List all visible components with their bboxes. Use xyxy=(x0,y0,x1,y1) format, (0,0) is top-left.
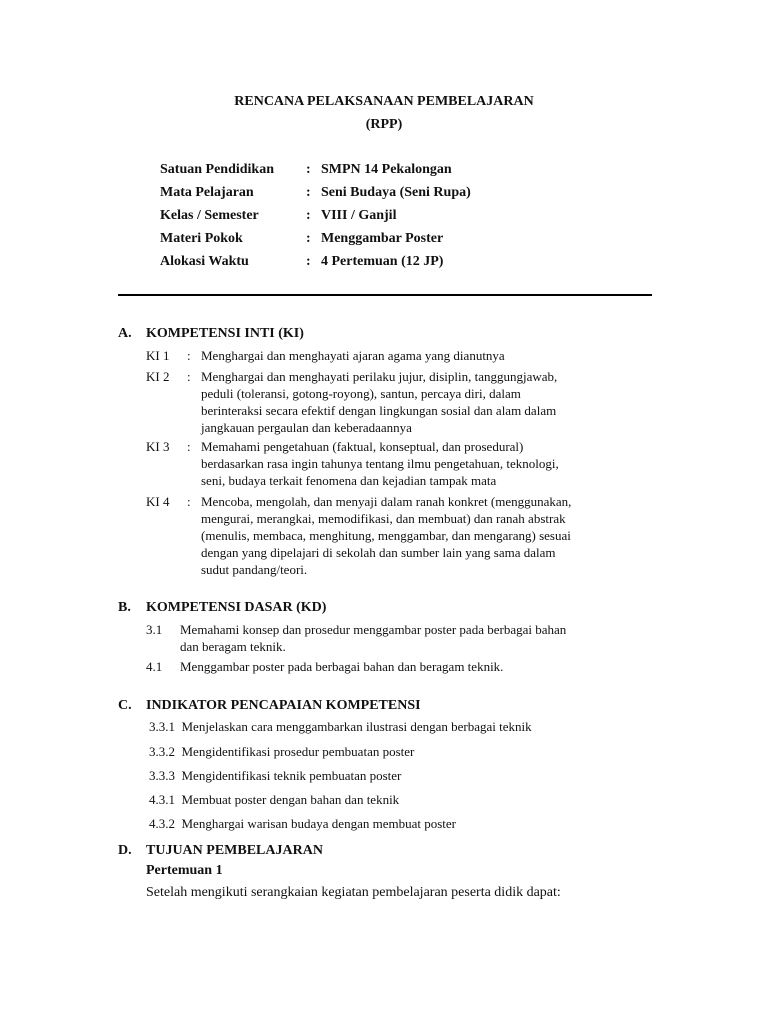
ki-text-line: sudut pandang/teori. xyxy=(201,562,308,577)
section-d-title: TUJUAN PEMBELAJARAN xyxy=(146,843,323,858)
identity-value: Seni Budaya (Seni Rupa) xyxy=(321,185,471,200)
section-a-title: KOMPETENSI INTI (KI) xyxy=(146,326,304,341)
ki-text-line: peduli (toleransi, gotong-royong), santun, percaya diri, dalam xyxy=(201,386,521,401)
ki-text-line: jangkauan pergaulan dan keberadaannya xyxy=(201,420,412,435)
ki-text-line: mengurai, merangkai, memodifikasi, dan membuat) dan ranah abstrak xyxy=(201,511,566,526)
identity-colon: : xyxy=(306,254,311,269)
section-b-title: KOMPETENSI DASAR (KD) xyxy=(146,600,327,615)
horizontal-divider xyxy=(118,294,652,296)
document-title: RENCANA PELAKSANAAN PEMBELAJARAN xyxy=(234,94,534,109)
kd-text-line: dan beragam teknik. xyxy=(180,639,286,654)
ki-text-line: berinteraksi secara efektif dengan lingkungan sosial dan alam dalam xyxy=(201,403,557,418)
ki-text-line: seni, budaya terkait fenomena dan kejadian tampak mata xyxy=(201,473,497,488)
ki-text-line: Mencoba, mengolah, dan menyaji dalam ranah konkret (menggunakan, xyxy=(201,494,572,509)
indicator-item: 4.3.2 Menghargai warisan budaya dengan membuat poster xyxy=(149,816,456,831)
identity-label: Alokasi Waktu xyxy=(160,254,249,269)
ki-text-line: Menghargai dan menghayati perilaku jujur, disiplin, tanggungjawab, xyxy=(201,369,558,384)
kd-code: 3.1 xyxy=(146,622,163,637)
kd-text-line: Memahami konsep dan prosedur menggambar poster pada berbagai bahan xyxy=(180,622,567,637)
kd-code: 4.1 xyxy=(146,659,163,674)
identity-value: Menggambar Poster xyxy=(321,231,444,246)
identity-value: SMPN 14 Pekalongan xyxy=(321,162,452,177)
identity-label: Satuan Pendidikan xyxy=(160,162,274,177)
identity-value: VIII / Ganjil xyxy=(321,208,397,223)
section-b-letter: B. xyxy=(118,600,131,615)
section-d-letter: D. xyxy=(118,843,132,858)
indicator-item: 3.3.1 Menjelaskan cara menggambarkan ilustrasi dengan berbagai teknik xyxy=(149,719,532,734)
indicator-item: 3.3.2 Mengidentifikasi prosedur pembuatan poster xyxy=(149,744,415,759)
ki-code: KI 2 xyxy=(146,369,170,384)
identity-colon: : xyxy=(306,231,311,246)
meeting-subheading: Pertemuan 1 xyxy=(146,863,223,878)
section-a-letter: A. xyxy=(118,326,132,341)
section-c-title: INDIKATOR PENCAPAIAN KOMPETENSI xyxy=(146,698,421,713)
kd-text-line: Menggambar poster pada berbagai bahan dan beragam teknik. xyxy=(180,659,504,674)
ki-text-line: Memahami pengetahuan (faktual, konseptual, dan prosedural) xyxy=(201,439,524,454)
section-c-letter: C. xyxy=(118,698,132,713)
ki-colon: : xyxy=(187,348,191,363)
identity-colon: : xyxy=(306,185,311,200)
ki-code: KI 1 xyxy=(146,348,170,363)
identity-colon: : xyxy=(306,162,311,177)
indicator-item: 3.3.3 Mengidentifikasi teknik pembuatan poster xyxy=(149,768,402,783)
identity-label: Kelas / Semester xyxy=(160,208,259,223)
ki-code: KI 4 xyxy=(146,494,170,509)
ki-text-line: Menghargai dan menghayati ajaran agama yang dianutnya xyxy=(201,348,505,363)
ki-colon: : xyxy=(187,369,191,384)
identity-colon: : xyxy=(306,208,311,223)
ki-code: KI 3 xyxy=(146,439,170,454)
ki-text-line: dengan yang dipelajari di sekolah dan sumber lain yang sama dalam xyxy=(201,545,556,560)
identity-label: Mata Pelajaran xyxy=(160,185,254,200)
ki-colon: : xyxy=(187,494,191,509)
identity-label: Materi Pokok xyxy=(160,231,243,246)
objective-paragraph: Setelah mengikuti serangkaian kegiatan pembelajaran peserta didik dapat: xyxy=(146,885,561,900)
ki-text-line: berdasarkan rasa ingin tahunya tentang ilmu pengetahuan, teknologi, xyxy=(201,456,559,471)
document-subtitle: (RPP) xyxy=(365,117,403,132)
identity-value: 4 Pertemuan (12 JP) xyxy=(321,254,444,269)
ki-colon: : xyxy=(187,439,191,454)
ki-text-line: (menulis, membaca, menghitung, menggambar, dan mengarang) sesuai xyxy=(201,528,571,543)
indicator-item: 4.3.1 Membuat poster dengan bahan dan teknik xyxy=(149,792,400,807)
